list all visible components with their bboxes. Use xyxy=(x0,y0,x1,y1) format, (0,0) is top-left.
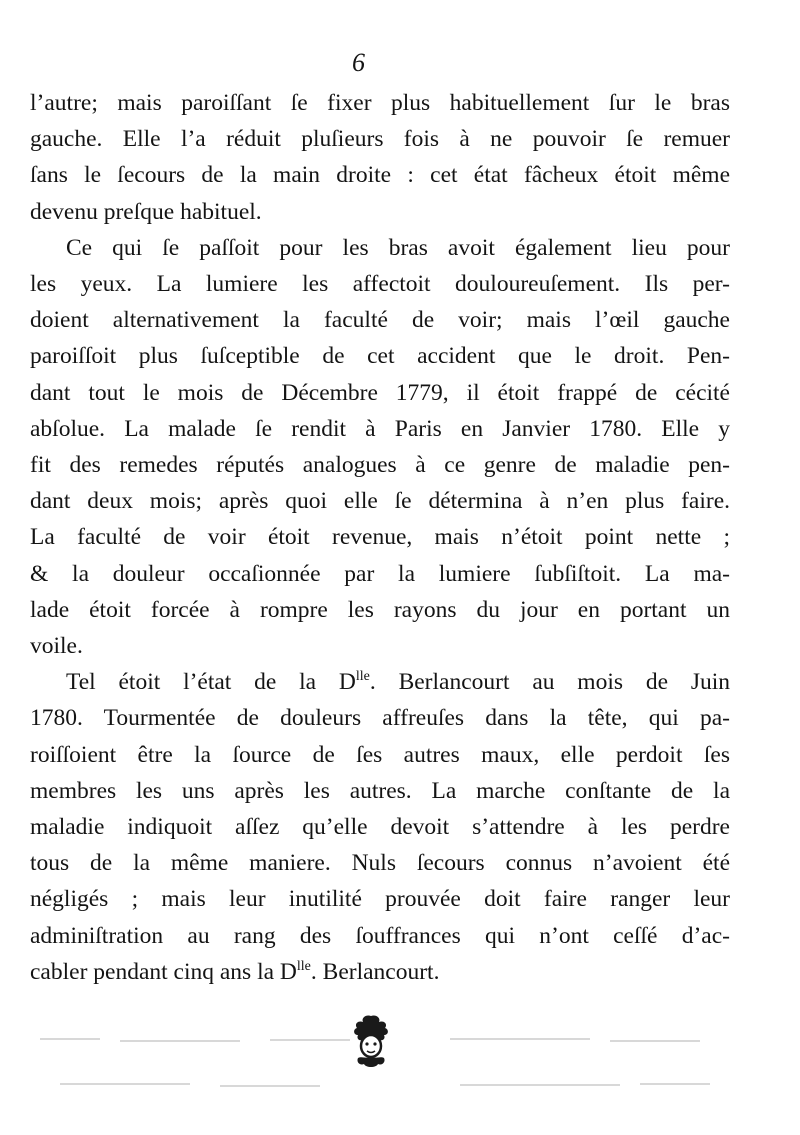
text-fragment: Tel étoit l’état de la D xyxy=(66,669,356,696)
text-line: abſolue. La malade ſe rendit à Paris en Janvier 1780. Elle y xyxy=(30,415,730,442)
text-line: devenu preſque habituel. xyxy=(30,198,262,225)
text-line: voile. xyxy=(30,633,83,660)
text-line: maladie indiquoit aſſez qu’elle devoit s’attendre à les perdre xyxy=(30,814,730,841)
paragraph-3 xyxy=(30,664,730,990)
text-line: gauche. Elle l’a réduit pluſieurs fois à ne pouvoir ſe remuer xyxy=(30,126,730,153)
superscript-abbrev: lle xyxy=(296,958,311,974)
body-text xyxy=(30,85,730,990)
superscript-abbrev: lle xyxy=(355,669,370,685)
text-fragment: . Berlancourt. xyxy=(310,958,440,985)
text-line: Ce qui ſe paſſoit pour les bras avoit également lieu pour xyxy=(66,234,730,261)
text-line: dant tout le mois de Décembre 1779, il étoit frappé de cécité xyxy=(30,379,730,406)
text-fragment: . Berlancourt au mois de Juin xyxy=(369,669,730,696)
text-line: roiſſoient être la ſource de ſes autres maux, elle perdoit ſes xyxy=(30,741,730,768)
text-line: tous de la même maniere. Nuls ſecours connus n’avoient été xyxy=(30,850,730,877)
text-line: & la douleur occaſionnée par la lumiere ſubſiſtoit. La ma- xyxy=(30,560,730,587)
text-line: ſans le ſecours de la main droite : cet état fâcheux étoit même xyxy=(30,162,730,189)
text-line: 1780. Tourmentée de douleurs affreuſes dans la tête, qui pa- xyxy=(30,705,730,732)
text-line: doient alternativement la faculté de voir; mais l’œil gauche xyxy=(30,307,730,334)
fleuron-face-icon xyxy=(346,1012,396,1072)
text-line: dant deux mois; après quoi elle ſe détermina à n’en plus faire. xyxy=(30,488,730,515)
text-line: La faculté de voir étoit revenue, mais n’étoit point nette ; xyxy=(30,524,730,551)
text-line: l’autre; mais paroiſſant ſe fixer plus habituellement ſur le bras xyxy=(30,90,730,116)
text-line xyxy=(30,664,730,700)
text-line: lade étoit forcée à rompre les rayons du jour en portant un xyxy=(30,596,730,623)
text-line: adminiſtration au rang des ſouffrances qui n’ont ceſſé d’ac- xyxy=(30,922,730,949)
text-line: négligés ; mais leur inutilité prouvée doit faire ranger leur xyxy=(30,886,730,913)
text-line: les yeux. La lumiere les affectoit douloureuſement. Ils per- xyxy=(30,271,730,298)
text-fragment: cabler pendant cinq ans la D xyxy=(30,958,297,985)
text-line: paroiſſoit plus ſuſceptible de cet accident que le droit. Pen- xyxy=(30,343,730,370)
paragraph-2 xyxy=(30,230,730,664)
paragraph-1 xyxy=(30,85,730,230)
text-line: membres les uns après les autres. La marche conſtante de la xyxy=(30,777,730,804)
text-line xyxy=(30,954,730,990)
text-line: fit des remedes réputés analogues à ce genre de maladie pen- xyxy=(30,452,730,479)
page-number: 6 xyxy=(352,48,365,77)
